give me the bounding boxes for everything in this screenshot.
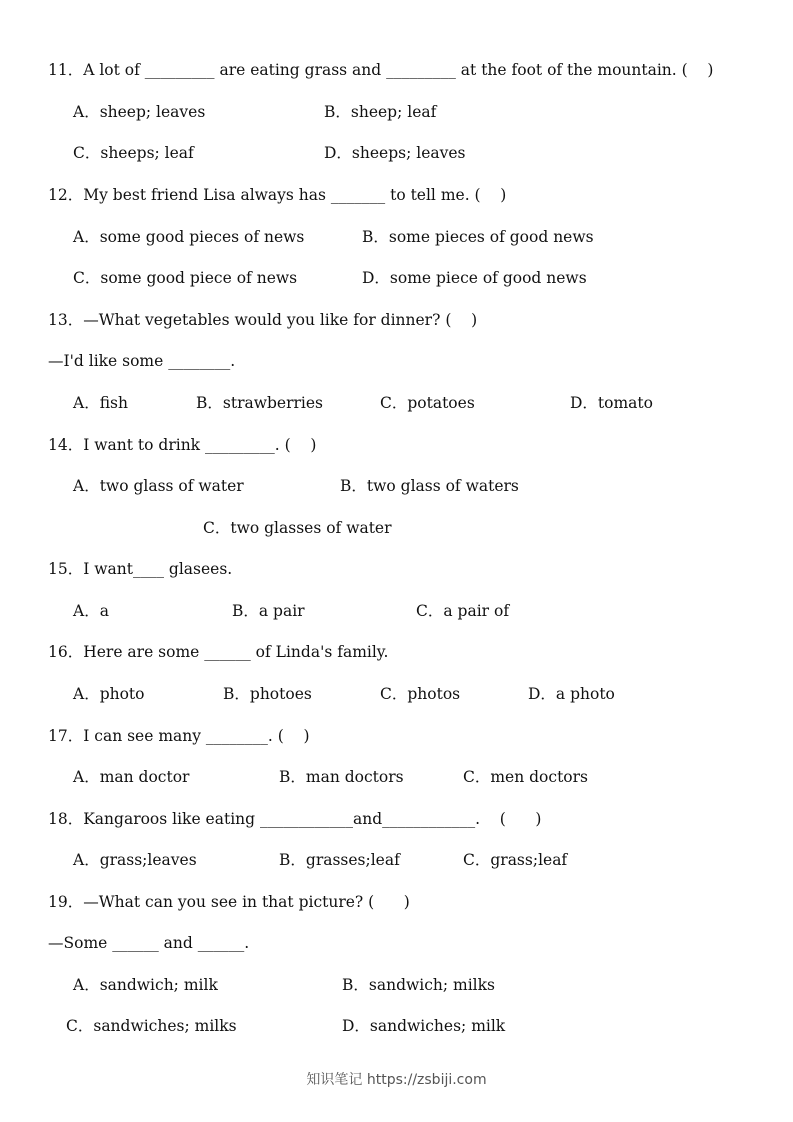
- question-12-option-b: B．some pieces of good news: [362, 228, 594, 246]
- question-18-option-a: A．grass;leaves: [73, 851, 197, 869]
- question-13-option-c: C．potatoes: [380, 394, 475, 412]
- question-19-option-a: A．sandwich; milk: [73, 976, 218, 994]
- question-18-option-b: B．grasses;leaf: [279, 851, 400, 869]
- question-12-option-d: D．some piece of good news: [362, 269, 587, 287]
- question-19-option-c: C．sandwiches; milks: [66, 1017, 237, 1035]
- question-14-option-c: C．two glasses of water: [203, 519, 392, 537]
- question-19-stem-reply: —Some ______ and ______.: [48, 934, 250, 952]
- question-14-option-b: B．two glass of waters: [340, 477, 519, 495]
- question-11-option-d: D．sheeps; leaves: [324, 144, 466, 162]
- question-17-option-c: C．men doctors: [463, 768, 588, 786]
- question-16-option-d: D．a photo: [528, 685, 615, 703]
- question-11-option-a: A．sheep; leaves: [73, 103, 206, 121]
- question-17-stem: 17．I can see many ________. ( ): [48, 727, 310, 745]
- question-17-option-a: A．man doctor: [73, 768, 190, 786]
- question-14-option-a: A．two glass of water: [73, 477, 244, 495]
- footer-watermark: 知识笔记 https://zsbiji.com: [306, 1072, 487, 1088]
- question-11-option-b: B．sheep; leaf: [324, 103, 437, 121]
- question-16-stem: 16．Here are some ______ of Linda's family.: [48, 643, 389, 661]
- question-11-option-c: C．sheeps; leaf: [73, 144, 194, 162]
- question-11-stem: 11．A lot of _________ are eating grass and _________ at the foot of the mountain. ( ): [48, 61, 714, 79]
- question-13-option-d: D．tomato: [570, 394, 653, 412]
- question-15-option-b: B．a pair: [232, 602, 305, 620]
- question-15-option-c: C．a pair of: [416, 602, 510, 620]
- question-17-option-b: B．man doctors: [279, 768, 404, 786]
- question-16-option-c: C．photos: [380, 685, 461, 703]
- question-13-stem: 13．—What vegetables would you like for dinner? ( ): [48, 311, 478, 329]
- question-18-stem: 18．Kangaroos like eating ____________and____________. ( ): [48, 810, 542, 828]
- question-15-option-a: A．a: [73, 602, 109, 620]
- question-13-option-b: B．strawberries: [196, 394, 323, 412]
- question-12-stem: 12．My best friend Lisa always has _______ to tell me. ( ): [48, 186, 507, 204]
- question-12-option-a: A．some good pieces of news: [73, 228, 305, 246]
- question-13-option-a: A．fish: [73, 394, 128, 412]
- question-19-option-b: B．sandwich; milks: [342, 976, 495, 994]
- question-15-stem: 15．I want____ glasees.: [48, 560, 233, 578]
- question-14-stem: 14．I want to drink _________. ( ): [48, 436, 317, 454]
- question-13-stem-reply: —I'd like some ________.: [48, 352, 236, 370]
- question-16-option-a: A．photo: [73, 685, 145, 703]
- question-19-option-d: D．sandwiches; milk: [342, 1017, 506, 1035]
- question-12-option-c: C．some good piece of news: [73, 269, 298, 287]
- question-16-option-b: B．photoes: [223, 685, 312, 703]
- question-18-option-c: C．grass;leaf: [463, 851, 568, 869]
- question-19-stem: 19．—What can you see in that picture? ( ): [48, 893, 410, 911]
